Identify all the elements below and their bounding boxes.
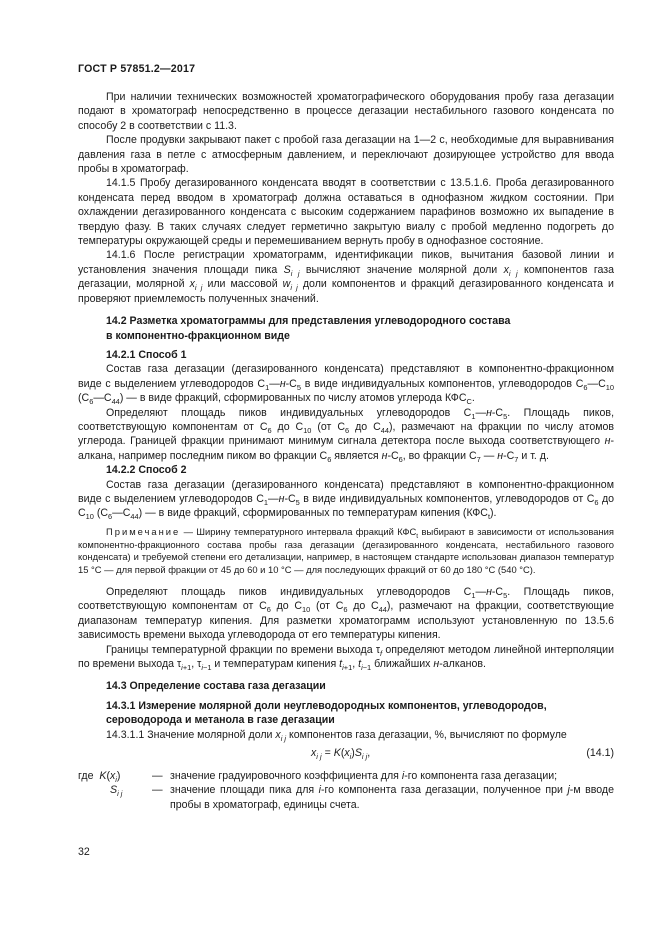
- note-temperature-interval: Примечание — Ширину температурного интервала фракций $КФС_t$ выбирают в зависимости от использования компонентно-фракционного состава пробы газа дегазации (дегазированного конденсата, нестабильного газового конденсата) и требуемой степени его детализации, например, в настоящем стандарте использован диапазон температур 15 °С — для первой фракции от 45 до 60 и 10 °С — для последующих фракций от 60 до 180 °С (540 °С).: [78, 525, 614, 576]
- formula-expression: $x_{i j} = K(x_i)S_{i j}$,: [311, 747, 371, 762]
- legend-dash: —: [152, 784, 163, 797]
- formula-14-1: [78, 742, 614, 764]
- legend-text-s: значение площади пика для i-го компонента газа дегазации, полученное при j-м вводе пробы в хроматограф, единицы счета.: [170, 784, 614, 811]
- document-header: ГОСТ Р 57851.2—2017: [78, 63, 196, 75]
- section-14-3-1-title: 14.3.1 Измерение молярной доли неуглеводородных компонентов, углеводородов, сероводорода и метанола в газе дегазации: [106, 699, 547, 727]
- paragraph-method-2-peaks: Определяют площадь пиков индивидуальных углеводородов $C_1—н-C_5$. Площадь пиков, соответствующую компонентам от $C_6$ до $C_{10}$ (от $C_6$ до $C_{44}$), размечают на фракции, соответствующие диапазонам температур кипения. Для разметки хроматограмм используют установленную по 13.5.6 зависимость времени выхода углеводорода от его температуры кипения.: [78, 585, 615, 642]
- section-14-2-2-title: 14.2.2 Способ 2: [106, 464, 187, 477]
- section-14-2-1-title: 14.2.1 Способ 1: [106, 348, 187, 361]
- paragraph-method-2-composition: Состав газа дегазации (дегазированного конденсата) представляют в компонентно-фракционном виде с выделением углеводородов $C_1—н-C_5$ в виде индивидуальных компонентов, углеводородов от $C_6$ до $C_{10}$ $(C_6—C_{44})$ — в виде фракций, сформированных по температурам кипения $(КФС_t)$.: [78, 478, 615, 522]
- paragraph-14-1-5: 14.1.5 Пробу дегазированного конденсата вводят в соответствии с 13.5.1.6. Проба дегазированного конденсата перед вводом в хроматограф должна оставаться в однофазном жидком состоянии. При охлаждении дегазированного конденсата с высоким содержанием парафинов возможно их выпадение в твердую фазу. В таких случаях следует герметично закрытую виалу с пробой медленно подогреть до температуры окружающей среды и перемешиванием вернуть пробу в однофазное состояние.: [78, 177, 614, 248]
- legend-row-s: [78, 783, 614, 812]
- paragraph-method-1-peaks: Определяют площадь пиков индивидуальных углеводородов $C_1—н-C_5$. Площадь пиков, соответствующую компонентам от $C_6$ до $C_{10}$ (от $C_6$ до $C_{44}$), размечают на фракции по числу атомов углерода. Границей фракции принимают минимум сигнала детектора после выхода соответствующего н-алкана, например последним пиком во фракции $C_6$ является $н-C_6$, во фракции $C_7$ — $н-C_7$ и т. д.: [78, 406, 615, 464]
- paragraph-14-3-1-1: 14.3.1.1 Значение молярной доли $x_{i j}$ компонентов газа дегазации, %, вычисляют по формуле: [106, 728, 567, 743]
- paragraph-14-1-6: 14.1.6 После регистрации хроматограмм, идентификации пиков, вычитания базовой линии и установления значения площади пика $S_{i j}$ вычисляют значение молярной доли $x_{i j}$ компонентов газа дегазации, молярной $x_{i j}$ или массовой $w_{i j}$ доли компонентов и фракций дегазированного конденсата и проверяют приемлемость полученных значений.: [78, 249, 614, 305]
- legend-symbol-s: $S_{i j}$: [110, 784, 123, 799]
- legend-row-k: [78, 769, 614, 783]
- formula-number: (14.1): [586, 747, 614, 760]
- paragraph-chromatograph-direct: При наличии технических возможностей хроматографического оборудования пробу газа дегазации подают в хроматограф непосредственно в процессе дегазации нестабильного газового конденсата по способу 2 в соответствии с 11.3.: [78, 91, 614, 132]
- page-number: 32: [78, 846, 90, 858]
- paragraph-purge: После продувки закрывают пакет с пробой газа дегазации на 1—2 с, необходимые для выравнивания давления газа в петле с атмосферным давлением, и переключают дозирующее устройство для ввода пробы в хроматограф.: [78, 134, 614, 176]
- page-body: [78, 90, 614, 812]
- formula-legend: [78, 769, 614, 812]
- legend-symbol-k: где $K(x_i)$: [78, 770, 121, 785]
- section-14-2-title: 14.2 Разметка хроматограммы для представления углеводородного состава в компонентно-фракционном виде: [106, 315, 511, 342]
- section-14-3-title: 14.3 Определение состава газа дегазации: [106, 680, 326, 693]
- legend-dash: —: [152, 770, 163, 783]
- paragraph-interpolation: Границы температурной фракции по времени выхода $\tau_f$ определяют методом линейной интерполяции по времени выхода $\tau_{i+1}$, $\tau_{i-1}$ и температурам кипения $t_{i+1}$, $t_{i-1}$ ближайших н-алканов.: [78, 643, 614, 673]
- legend-text-k: значение градуировочного коэффициента для i-го компонента газа дегазации;: [170, 770, 558, 783]
- paragraph-method-1-composition: Состав газа дегазации (дегазированного конденсата) представляют в компонентно-фракционном виде с выделением углеводородов $C_1—н-C_5$ в виде индивидуальных компонентов, углеводородов $C_6—C_{10}$ $(C_6—C_{44})$ — в виде фракций, сформированных по числу атомов углерода $КФС_C$.: [78, 363, 615, 407]
